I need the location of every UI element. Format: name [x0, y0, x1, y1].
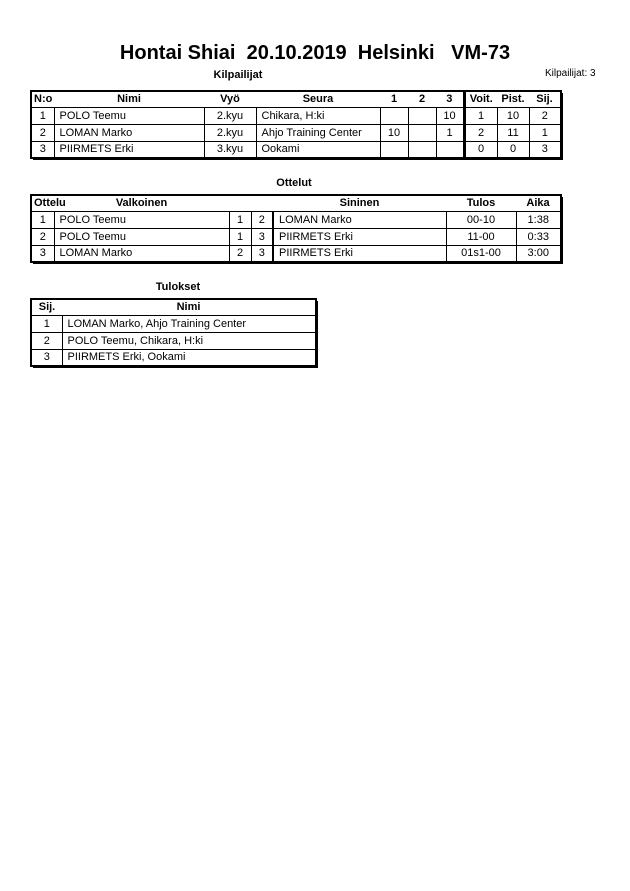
cell-time: 0:33 — [516, 228, 561, 245]
cell-match-no: 1 — [31, 211, 54, 228]
header-result: Tulos — [446, 195, 516, 211]
header-belt: Vyö — [204, 91, 256, 107]
header-place: Sij. — [529, 91, 561, 107]
cell-white-name: POLO Teemu — [54, 211, 229, 228]
cell-time: 1:38 — [516, 211, 561, 228]
competitor-row — [31, 124, 561, 141]
cell-no: 1 — [31, 107, 54, 124]
cell-points: 0 — [497, 141, 529, 158]
cell-club: Ookami — [256, 141, 380, 158]
cell-place: 2 — [529, 107, 561, 124]
matches-table — [30, 194, 562, 263]
matches-header-row — [31, 195, 561, 211]
header-place: Sij. — [31, 299, 62, 315]
cell-no: 3 — [31, 141, 54, 158]
cell-no: 2 — [31, 124, 54, 141]
competitor-row — [31, 141, 561, 158]
cell-name: POLO Teemu — [54, 107, 204, 124]
cell-blue-no: 3 — [251, 245, 273, 262]
cell-wins: 0 — [464, 141, 497, 158]
cell-round-2 — [408, 107, 436, 124]
cell-time: 3:00 — [516, 245, 561, 262]
cell-result: 11-00 — [446, 228, 516, 245]
match-row — [31, 211, 561, 228]
page-title: Hontai Shiai 20.10.2019 Helsinki VM-73 — [119, 42, 511, 64]
cell-belt: 2.kyu — [204, 124, 256, 141]
cell-name: POLO Teemu, Chikara, H:ki — [62, 332, 316, 349]
competitors-table — [30, 90, 562, 159]
header-time: Aika — [516, 195, 561, 211]
results-header-row — [31, 299, 316, 315]
header-white-no — [229, 195, 251, 211]
cell-name: LOMAN Marko — [54, 124, 204, 141]
cell-result: 01s1-00 — [446, 245, 516, 262]
cell-round-3: 1 — [436, 124, 464, 141]
header-club: Seura — [256, 91, 380, 107]
cell-round-3 — [436, 141, 464, 158]
cell-white-no: 1 — [229, 228, 251, 245]
result-row — [31, 332, 316, 349]
cell-blue-name: PIIRMETS Erki — [273, 228, 446, 245]
cell-result: 00-10 — [446, 211, 516, 228]
cell-place: 3 — [529, 141, 561, 158]
header-match: Ottelu — [31, 195, 54, 211]
header-name: Nimi — [54, 91, 204, 107]
header-blue: Sininen — [273, 195, 446, 211]
match-row — [31, 245, 561, 262]
matches-heading: Ottelut — [276, 177, 312, 189]
cell-name: LOMAN Marko, Ahjo Training Center — [62, 315, 316, 332]
competitor-count-label: Kilpailijat: 3 — [545, 68, 596, 79]
cell-blue-name: PIIRMETS Erki — [273, 245, 446, 262]
cell-wins: 2 — [464, 124, 497, 141]
cell-club: Chikara, H:ki — [256, 107, 380, 124]
header-blue-no — [251, 195, 273, 211]
cell-round-1 — [380, 141, 408, 158]
cell-white-no: 1 — [229, 211, 251, 228]
result-row — [31, 349, 316, 366]
cell-blue-no: 2 — [251, 211, 273, 228]
cell-wins: 1 — [464, 107, 497, 124]
cell-points: 10 — [497, 107, 529, 124]
cell-round-1: 10 — [380, 124, 408, 141]
cell-round-1 — [380, 107, 408, 124]
cell-white-no: 2 — [229, 245, 251, 262]
cell-place: 3 — [31, 349, 62, 366]
header-no: N:o — [31, 91, 54, 107]
result-row — [31, 315, 316, 332]
match-row — [31, 228, 561, 245]
cell-round-2 — [408, 141, 436, 158]
competitor-row — [31, 107, 561, 124]
cell-blue-no: 3 — [251, 228, 273, 245]
cell-belt: 2.kyu — [204, 107, 256, 124]
cell-round-2 — [408, 124, 436, 141]
header-round-2: 2 — [408, 91, 436, 107]
cell-club: Ahjo Training Center — [256, 124, 380, 141]
cell-place: 1 — [529, 124, 561, 141]
cell-points: 11 — [497, 124, 529, 141]
cell-match-no: 3 — [31, 245, 54, 262]
cell-place: 1 — [31, 315, 62, 332]
cell-white-name: LOMAN Marko — [54, 245, 229, 262]
competitors-header-row — [31, 91, 561, 107]
cell-name: PIIRMETS Erki, Ookami — [62, 349, 316, 366]
results-table — [30, 298, 317, 367]
header-round-3: 3 — [436, 91, 464, 107]
cell-white-name: POLO Teemu — [54, 228, 229, 245]
results-heading: Tulokset — [155, 281, 201, 293]
header-points: Pist. — [497, 91, 529, 107]
header-round-1: 1 — [380, 91, 408, 107]
cell-blue-name: LOMAN Marko — [273, 211, 446, 228]
cell-round-3: 10 — [436, 107, 464, 124]
header-white: Valkoinen — [54, 195, 229, 211]
header-name: Nimi — [62, 299, 316, 315]
cell-belt: 3.kyu — [204, 141, 256, 158]
header-wins: Voit. — [464, 91, 497, 107]
cell-name: PIIRMETS Erki — [54, 141, 204, 158]
cell-match-no: 2 — [31, 228, 54, 245]
cell-place: 2 — [31, 332, 62, 349]
competitors-heading: Kilpailijat — [213, 69, 263, 81]
